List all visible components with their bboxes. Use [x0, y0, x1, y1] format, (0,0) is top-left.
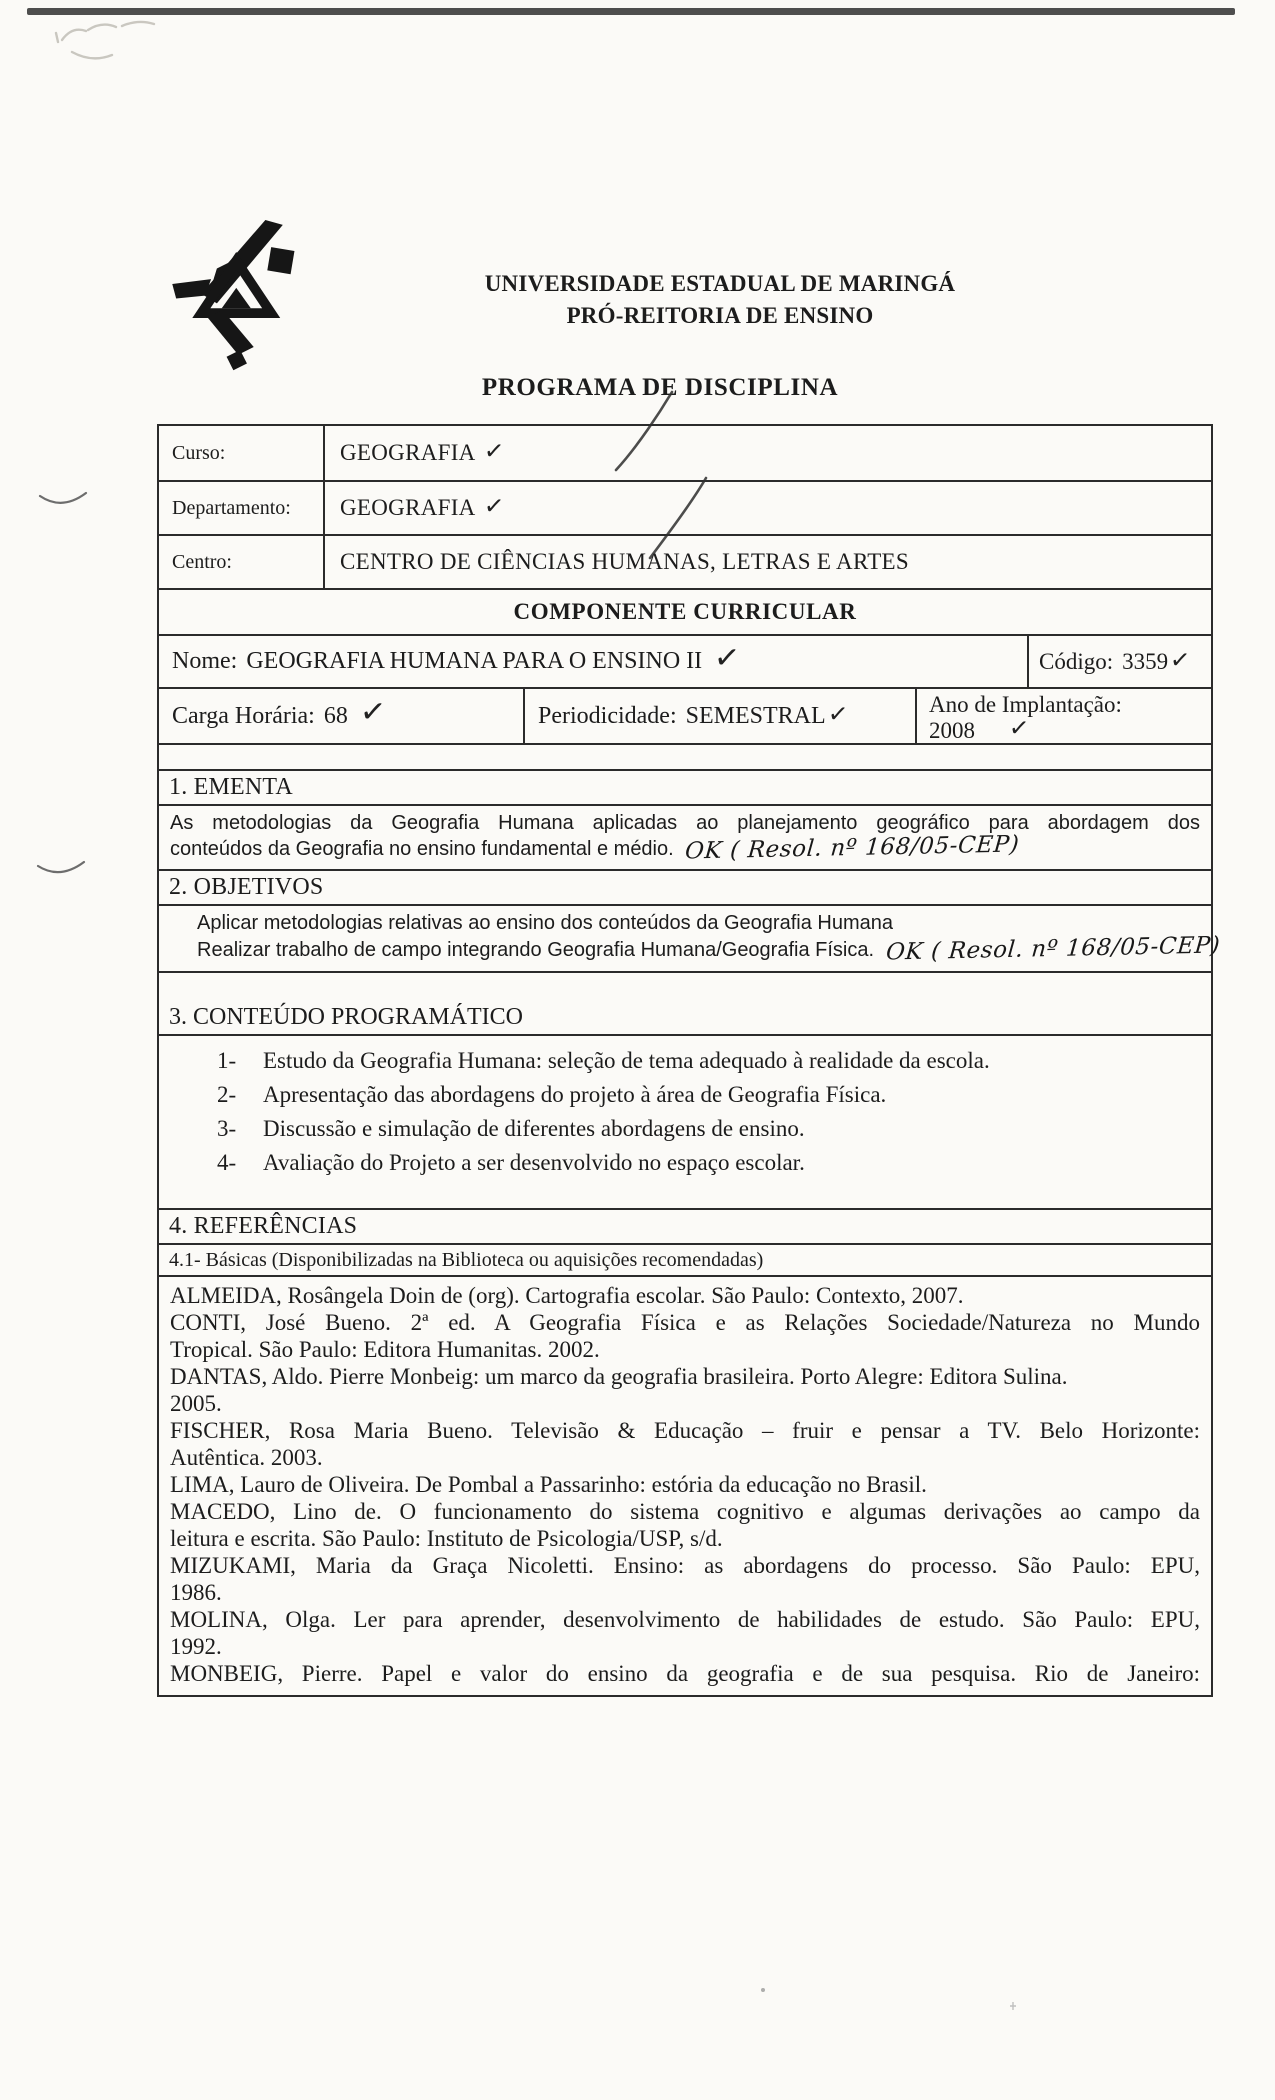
- checkmark-icon: ✓: [826, 699, 850, 729]
- item-text: Avaliação do Projeto a ser desenvolvido no espaço escolar.: [263, 1150, 805, 1175]
- centro-value: CENTRO DE CIÊNCIAS HUMANAS, LETRAS E ARTES: [340, 549, 909, 574]
- section-ementa-title: 1. EMENTA: [159, 769, 1211, 804]
- ano-implantacao-line2: [929, 713, 1211, 744]
- conteudo-item: [217, 1044, 1201, 1078]
- checkmark-icon: ✓: [358, 692, 388, 732]
- margin-tick: [40, 493, 86, 503]
- reference-item: [170, 1417, 1200, 1471]
- handwritten-annotation: OK ( Resol. nº 168/05-CEP): [684, 831, 1021, 865]
- reference-line: 2005.: [170, 1391, 222, 1416]
- checkmark-icon: ✓: [1007, 713, 1031, 743]
- conteudo-items: [159, 1036, 1211, 1208]
- empty-gap-row: [159, 971, 1211, 1001]
- objetivo-line2-text: Realizar trabalho de campo integrando Geografia Humana/Geografia Física.: [197, 939, 875, 961]
- componente-curricular-header: COMPONENTE CURRICULAR: [159, 588, 1211, 634]
- reference-line: LIMA, Lauro de Oliveira. De Pombal a Passarinho: estória da educação no Brasil.: [170, 1472, 927, 1497]
- reference-line: ALMEIDA, Rosângela Doin de (org). Cartografia escolar. São Paulo: Contexto, 2007.: [170, 1283, 964, 1308]
- checkmark-icon: ✓: [712, 638, 742, 677]
- dust-speck: [1010, 2002, 1016, 2010]
- reference-line: MONBEIG, Pierre. Papel e valor do ensino da geografia e de sua pesquisa. Rio de Janeiro:: [170, 1661, 1200, 1686]
- reference-line: MACEDO, Lino de. O funcionamento do sistema cognitivo e algumas derivações ao campo da: [170, 1499, 1200, 1524]
- reference-line: 1986.: [170, 1580, 222, 1605]
- item-number: 2-: [217, 1082, 237, 1107]
- objetivos-text: [159, 904, 1221, 971]
- departamento-row: [159, 480, 1211, 534]
- reference-item: [170, 1309, 1200, 1363]
- carga-horaria-label: Carga Horária:: [172, 702, 315, 729]
- nome-label: Nome:: [172, 648, 238, 674]
- reference-line: Autêntica. 2003.: [170, 1445, 323, 1470]
- objetivo-line: [197, 932, 1221, 966]
- item-number: 3-: [217, 1116, 237, 1141]
- codigo-cell: [1027, 636, 1211, 687]
- curso-value: GEOGRAFIA: [340, 440, 476, 465]
- objetivo-line: Aplicar metodologias relativas ao ensino dos conteúdos da Geografia Humana: [197, 912, 893, 934]
- ementa-line2-text: conteúdos da Geografia no ensino fundamental e médio.: [170, 838, 674, 860]
- item-text: Estudo da Geografia Humana: seleção de tema adequado à realidade da escola.: [263, 1048, 990, 1073]
- nome-cell: [159, 636, 1027, 687]
- dust-speck: [761, 1988, 765, 1992]
- curso-label: Curso:: [159, 426, 325, 480]
- periodicidade-value: SEMESTRAL: [685, 702, 826, 729]
- centro-row: [159, 534, 1211, 588]
- institution-header: [420, 268, 1020, 332]
- referencias-list: [159, 1275, 1211, 1695]
- carga-horaria-cell: [159, 689, 523, 743]
- carga-horaria-value: 68: [323, 702, 348, 729]
- departamento-label: Departamento:: [159, 482, 325, 534]
- reference-line: MIZUKAMI, Maria da Graça Nicoletti. Ensino: as abordagens do processo. São Paulo: EPU,: [170, 1553, 1200, 1578]
- reference-line: FISCHER, Rosa Maria Bueno. Televisão & Educação – fruir e pensar a TV. Belo Horizonte:: [170, 1418, 1200, 1443]
- reference-item: [170, 1606, 1200, 1660]
- nome-row: [159, 634, 1211, 687]
- uem-logo: [170, 220, 320, 380]
- ano-implantacao-cell: [915, 689, 1211, 743]
- reference-item: [170, 1282, 1200, 1309]
- margin-tick: [38, 862, 84, 872]
- section-objetivos-title: 2. OBJETIVOS: [159, 869, 1211, 904]
- referencias-subtitle: 4.1- Básicas (Disponibilizadas na Biblioteca ou aquisições recomendadas): [159, 1243, 1211, 1275]
- section-conteudo-title: 3. CONTEÚDO PROGRAMÁTICO: [159, 1001, 1211, 1036]
- reference-line: 1992.: [170, 1634, 222, 1659]
- section-referencias-title: 4. REFERÊNCIAS: [159, 1208, 1211, 1243]
- reference-item: [170, 1552, 1200, 1606]
- centro-value-cell: [325, 536, 1211, 588]
- reference-item: [170, 1363, 1200, 1417]
- curso-value-cell: [325, 426, 1211, 480]
- periodicidade-label: Periodicidade:: [538, 702, 677, 729]
- reference-line: CONTI, José Bueno. 2ª ed. A Geografia Física e as Relações Sociedade/Natureza no Mundo: [170, 1310, 1200, 1335]
- codigo-value: 3359: [1122, 648, 1169, 674]
- item-text: Discussão e simulação de diferentes abordagens de ensino.: [263, 1116, 805, 1141]
- departamento-value: GEOGRAFIA: [340, 495, 476, 520]
- empty-spacer-row: [159, 743, 1211, 769]
- item-number: 1-: [217, 1048, 237, 1073]
- ementa-text-line: As metodologias da Geografia Humana aplicadas ao planejamento geográfico para abordagem dos: [170, 812, 1200, 834]
- institution-name: UNIVERSIDADE ESTADUAL DE MARINGÁ: [484, 271, 956, 296]
- codigo-label: Código:: [1039, 648, 1114, 674]
- departamento-value-cell: [325, 482, 1211, 534]
- item-text: Apresentação das abordagens do projeto à área de Geografia Física.: [263, 1082, 887, 1107]
- reference-line: leitura e escrita. São Paulo: Instituto de Psicologia/USP, s/d.: [170, 1526, 723, 1551]
- checkmark-icon: ✓: [482, 491, 506, 521]
- handwritten-annotation: OK ( Resol. nº 168/05-CEP): [884, 932, 1221, 966]
- program-table: [157, 424, 1221, 1697]
- document-title: PROGRAMA DE DISCIPLINA: [481, 374, 839, 401]
- reference-item: [170, 1471, 1200, 1498]
- pro-reitoria-line: PRÓ-REITORIA DE ENSINO: [566, 303, 874, 328]
- reference-item: [170, 1498, 1200, 1552]
- ementa-text-line: [170, 831, 1200, 865]
- ano-implantacao-label: Ano de Implantação:: [929, 692, 1122, 717]
- checkmark-icon: ✓: [1168, 644, 1192, 675]
- curso-row: [159, 426, 1211, 480]
- centro-label: Centro:: [159, 536, 325, 588]
- ano-implantacao-value: 2008: [929, 718, 975, 743]
- conteudo-item: [217, 1112, 1201, 1146]
- item-number: 4-: [217, 1150, 237, 1175]
- carga-row: [159, 687, 1211, 743]
- nome-value: GEOGRAFIA HUMANA PARA O ENSINO II: [246, 648, 703, 674]
- ementa-text: [159, 804, 1211, 869]
- reference-item: [170, 1660, 1200, 1687]
- periodicidade-cell: [523, 689, 915, 743]
- pencil-scribble: [56, 22, 154, 58]
- conteudo-item: [217, 1078, 1201, 1112]
- reference-line: MOLINA, Olga. Ler para aprender, desenvolvimento de habilidades de estudo. São Paulo: EPU,: [170, 1607, 1200, 1632]
- conteudo-item: [217, 1146, 1201, 1180]
- reference-line: Tropical. São Paulo: Editora Humanitas. 2002.: [170, 1337, 600, 1362]
- checkmark-icon: ✓: [482, 436, 506, 466]
- scanner-edge-band: [27, 8, 1235, 15]
- reference-line: DANTAS, Aldo. Pierre Monbeig: um marco da geografia brasileira. Porto Alegre: Editora Sulina.: [170, 1364, 1068, 1389]
